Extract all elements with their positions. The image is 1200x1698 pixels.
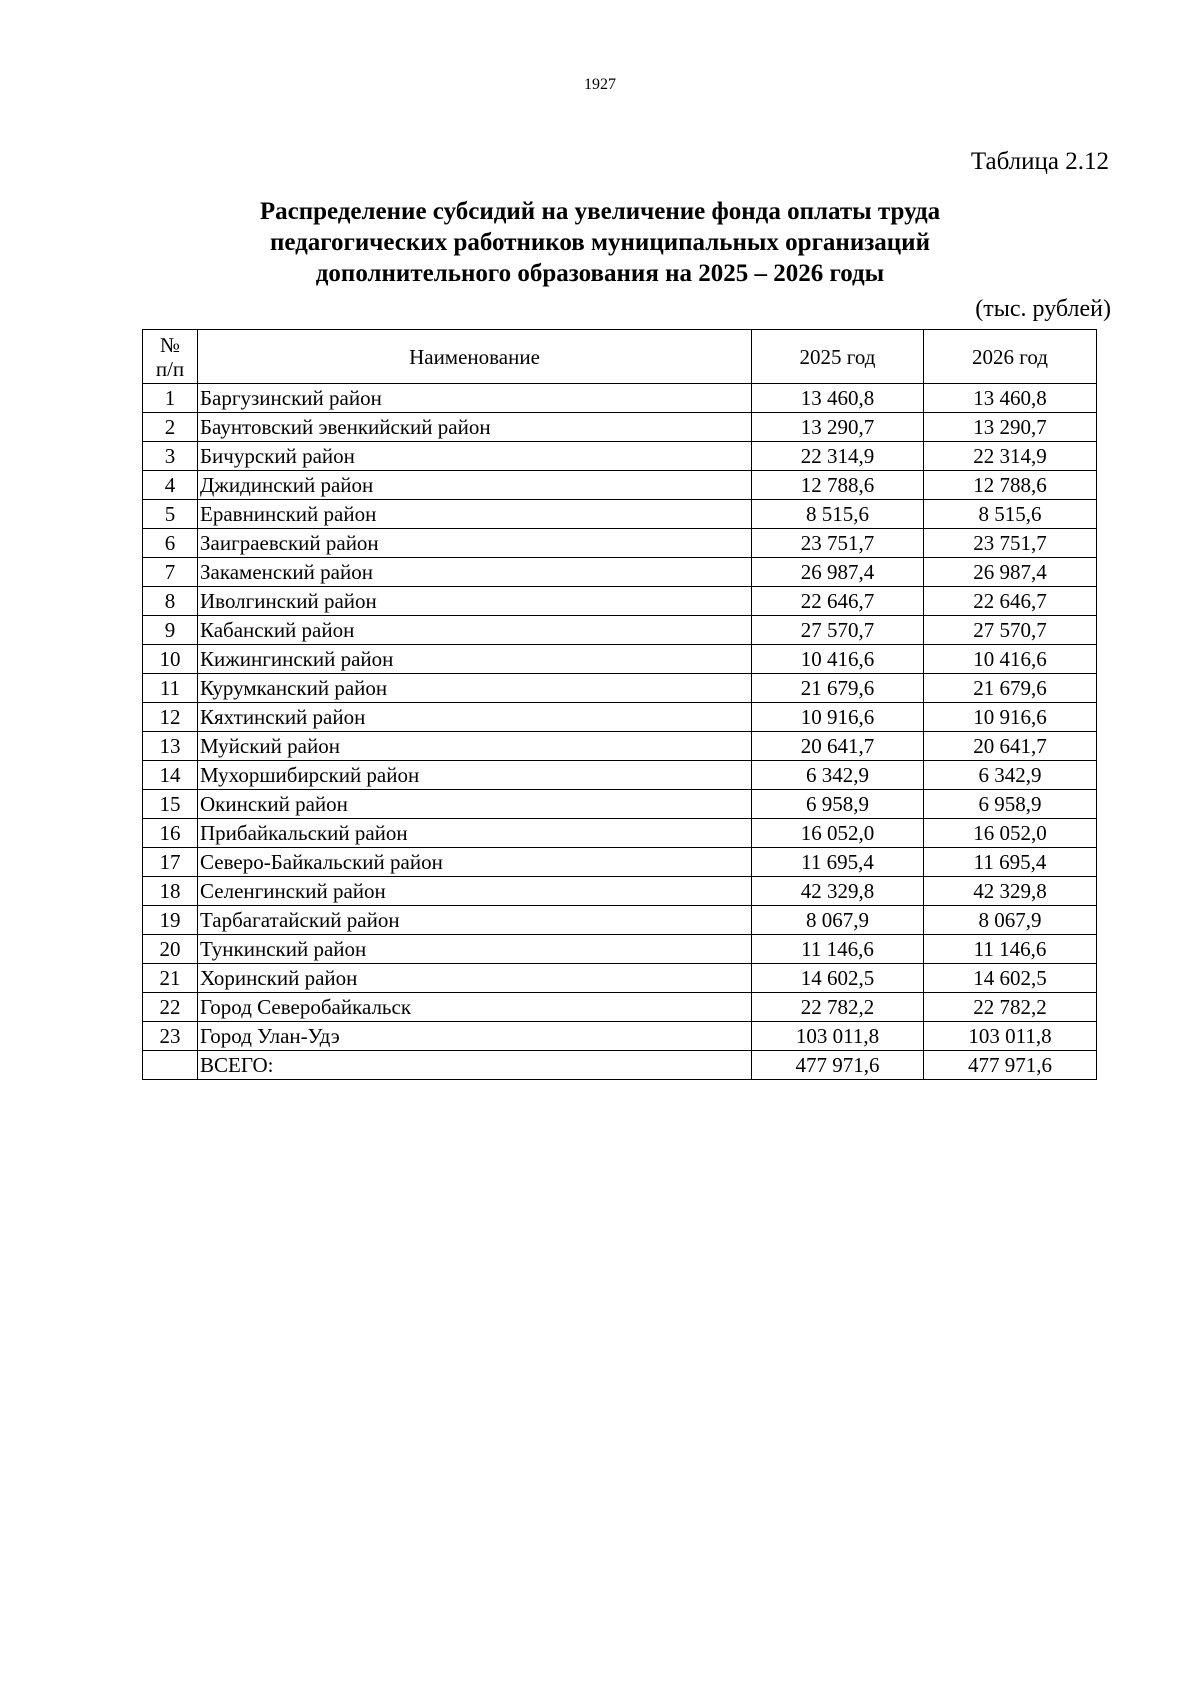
table-row [143,993,1097,1022]
row-value-2026: 13 460,8 [924,384,1097,413]
row-number: 15 [143,790,198,819]
row-value-2025: 103 011,8 [752,1022,924,1051]
row-name: Окинский район [198,790,752,819]
table-row [143,442,1097,471]
table-total-row [143,1051,1097,1080]
header-number-abbr: п/п [155,356,185,381]
row-value-2025: 20 641,7 [752,732,924,761]
table-row [143,384,1097,413]
row-number: 8 [143,587,198,616]
table-row [143,848,1097,877]
row-number: 14 [143,761,198,790]
row-value-2026: 8 067,9 [924,906,1097,935]
row-value-2026: 26 987,4 [924,558,1097,587]
table-row [143,645,1097,674]
row-number: 3 [143,442,198,471]
row-number: 4 [143,471,198,500]
row-number: 12 [143,703,198,732]
header-name: Наименование [198,330,752,384]
units-note: (тыс. рублей) [975,296,1111,322]
row-number: 5 [143,500,198,529]
row-value-2026: 16 052,0 [924,819,1097,848]
row-number [143,1051,198,1080]
row-value-2026: 20 641,7 [924,732,1097,761]
row-name: Тункинский район [198,935,752,964]
row-value-2025: 14 602,5 [752,964,924,993]
row-name: Иволгинский район [198,587,752,616]
row-value-2025: 11 695,4 [752,848,924,877]
page-number: 1927 [584,76,616,93]
row-value-2026: 13 290,7 [924,413,1097,442]
row-name: Кижингинский район [198,645,752,674]
row-value-2025: 13 460,8 [752,384,924,413]
title-line: педагогических работников муниципальных организаций [269,229,930,256]
row-value-2025: 23 751,7 [752,529,924,558]
row-number: 11 [143,674,198,703]
row-value-2026: 42 329,8 [924,877,1097,906]
row-value-2026: 14 602,5 [924,964,1097,993]
table-row [143,587,1097,616]
row-value-2026: 103 011,8 [924,1022,1097,1051]
row-value-2025: 12 788,6 [752,471,924,500]
row-value-2025: 8 067,9 [752,906,924,935]
row-number: 22 [143,993,198,1022]
row-value-2026: 12 788,6 [924,471,1097,500]
table-row [143,674,1097,703]
row-number: 13 [143,732,198,761]
row-value-2025: 11 146,6 [752,935,924,964]
row-name: Еравнинский район [198,500,752,529]
row-number: 23 [143,1022,198,1051]
table-row [143,500,1097,529]
row-number: 21 [143,964,198,993]
table-row [143,790,1097,819]
row-value-2026: 10 416,6 [924,645,1097,674]
subsidy-table [142,329,1097,1080]
row-value-2026: 8 515,6 [924,500,1097,529]
table-row [143,819,1097,848]
row-value-2025: 22 782,2 [752,993,924,1022]
row-name: Закаменский район [198,558,752,587]
document-title [150,196,1050,289]
row-value-2025: 8 515,6 [752,500,924,529]
table-body [143,384,1097,1080]
row-name: ВСЕГО: [198,1051,752,1080]
row-name: Прибайкальский район [198,819,752,848]
row-name: Муйский район [198,732,752,761]
row-name: Город Улан-Удэ [198,1022,752,1051]
row-value-2025: 477 971,6 [752,1051,924,1080]
title-line: дополнительного образования на 2025 – 2026 годы [315,260,885,287]
row-value-2026: 477 971,6 [924,1051,1097,1080]
row-name: Тарбагатайский район [198,906,752,935]
row-value-2025: 22 314,9 [752,442,924,471]
row-value-2025: 10 916,6 [752,703,924,732]
row-name: Кяхтинский район [198,703,752,732]
table-row [143,616,1097,645]
row-name: Заиграевский район [198,529,752,558]
row-value-2026: 6 342,9 [924,761,1097,790]
row-value-2025: 6 342,9 [752,761,924,790]
row-value-2025: 13 290,7 [752,413,924,442]
row-number: 16 [143,819,198,848]
row-value-2026: 22 646,7 [924,587,1097,616]
table-row [143,732,1097,761]
row-name: Баунтовский эвенкийский район [198,413,752,442]
table-row [143,877,1097,906]
row-number: 10 [143,645,198,674]
row-value-2026: 10 916,6 [924,703,1097,732]
row-value-2025: 21 679,6 [752,674,924,703]
table-row [143,906,1097,935]
row-name: Город Северобайкальск [198,993,752,1022]
header-number [143,330,198,384]
row-name: Баргузинский район [198,384,752,413]
table-row [143,529,1097,558]
row-value-2025: 42 329,8 [752,877,924,906]
row-number: 2 [143,413,198,442]
row-name: Кабанский район [198,616,752,645]
header-number-symbol: № [159,332,181,357]
title-line: Распределение субсидий на увеличение фонда оплаты труда [259,198,941,225]
header-year-2026: 2026 год [924,330,1097,384]
row-value-2026: 22 782,2 [924,993,1097,1022]
row-value-2026: 6 958,9 [924,790,1097,819]
row-name: Джидинский район [198,471,752,500]
table-label: Таблица 2.12 [970,148,1109,175]
row-name: Бичурский район [198,442,752,471]
row-value-2025: 6 958,9 [752,790,924,819]
row-value-2026: 11 146,6 [924,935,1097,964]
row-number: 17 [143,848,198,877]
table-row [143,964,1097,993]
row-value-2026: 27 570,7 [924,616,1097,645]
row-name: Северо-Байкальский район [198,848,752,877]
table-row [143,558,1097,587]
row-number: 7 [143,558,198,587]
header-year-2025: 2025 год [752,330,924,384]
row-name: Курумканский район [198,674,752,703]
table-header-row [143,330,1097,384]
table-row [143,703,1097,732]
row-number: 20 [143,935,198,964]
row-value-2025: 26 987,4 [752,558,924,587]
row-number: 6 [143,529,198,558]
table-row [143,413,1097,442]
row-value-2025: 22 646,7 [752,587,924,616]
row-number: 9 [143,616,198,645]
table-row [143,761,1097,790]
row-value-2025: 27 570,7 [752,616,924,645]
row-value-2025: 16 052,0 [752,819,924,848]
row-value-2026: 22 314,9 [924,442,1097,471]
table-row [143,471,1097,500]
row-number: 19 [143,906,198,935]
row-name: Хоринский район [198,964,752,993]
row-value-2025: 10 416,6 [752,645,924,674]
table-row [143,935,1097,964]
table-row [143,1022,1097,1051]
row-name: Селенгинский район [198,877,752,906]
row-name: Мухоршибирский район [198,761,752,790]
row-value-2026: 23 751,7 [924,529,1097,558]
row-number: 18 [143,877,198,906]
row-number: 1 [143,384,198,413]
row-value-2026: 11 695,4 [924,848,1097,877]
row-value-2026: 21 679,6 [924,674,1097,703]
